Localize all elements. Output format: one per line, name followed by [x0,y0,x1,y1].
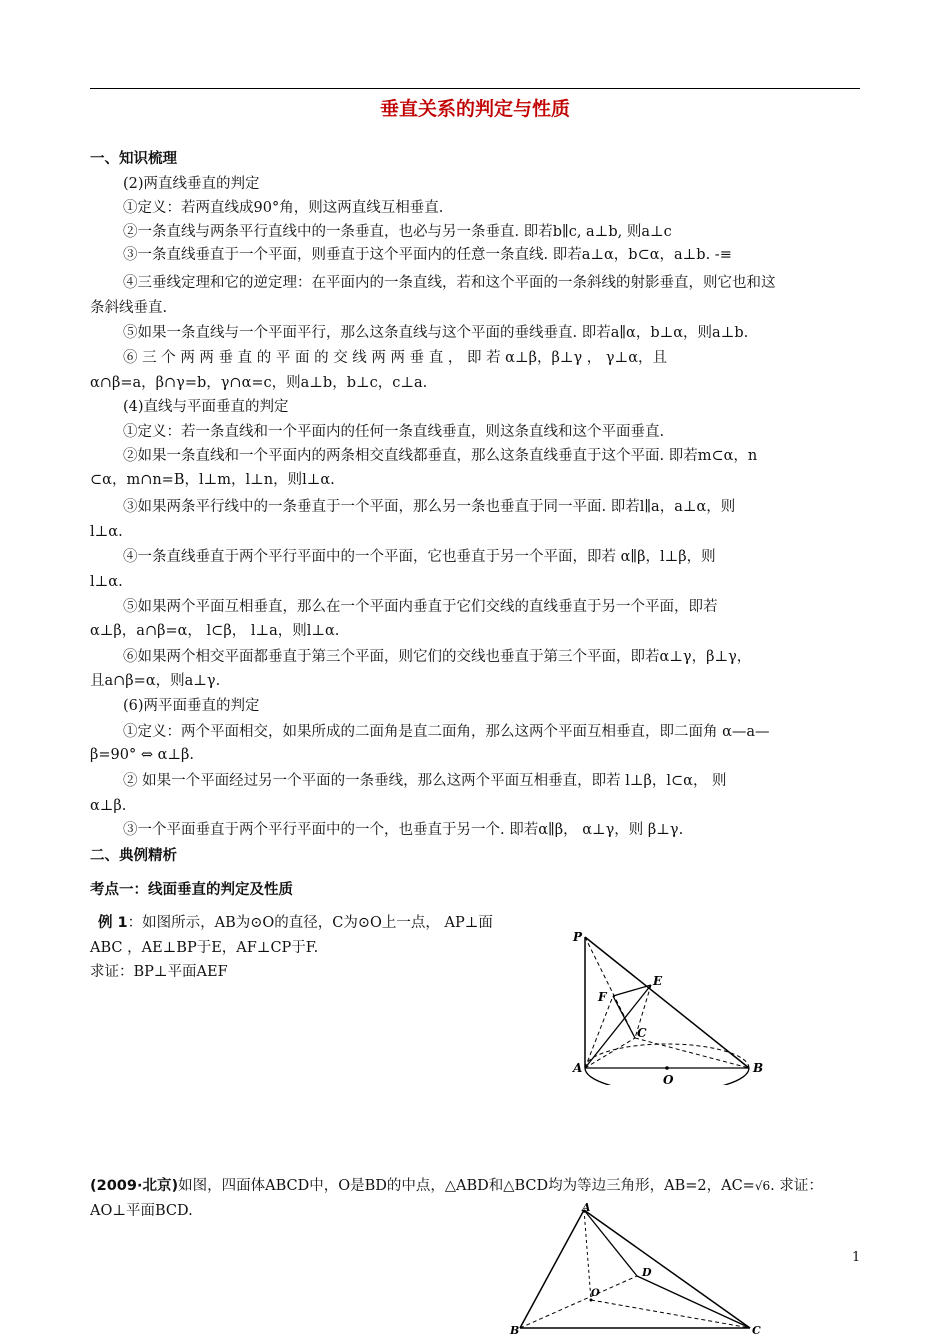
example1-line2: ABC ，AE⊥BP于E，AF⊥CP于F. [90,940,319,956]
example2-text: 如图，四面体ABCD中，O是BD的中点，△ABD和△BCD均为等边三角形，AB=2，AC= [178,1178,755,1194]
text-line: ③一条直线垂直于一个平面，则垂直于这个平面内的任意一条直线. 即若a⊥α，b⊂α，a⊥b. -≡ [123,247,732,263]
text-line: (4)直线与平面垂直的判定 [123,399,289,415]
text-line: ②一条直线与两条平行直线中的一条垂直，也必与另一条垂直. 即若b∥c, a⊥b, 则a⊥c [123,224,672,240]
figure1-label: F [598,990,607,1004]
figure1-label: E [653,974,663,988]
figure1-label: P [573,930,583,944]
text-line: (6)两平面垂直的判定 [123,698,260,714]
figure-example2 [505,1200,775,1344]
figure2-label: B [510,1324,520,1337]
page-title: 垂直关系的判定与性质 [379,98,570,120]
text-line: α⊥β，a∩β=α， l⊂β， l⊥a，则l⊥α. [90,623,340,639]
text-line: (2)两直线垂直的判定 [123,176,260,192]
text-line: ④一条直线垂直于两个平行平面中的一个平面，它也垂直于另一个平面，即若 α∥β，l⊥β，则 [123,549,716,565]
top-rule [90,88,860,89]
figure2-label: A [582,1201,591,1214]
figure1-label: B [753,1061,764,1075]
text-line: ④三垂线定理和它的逆定理：在平面内的一条直线，若和这个平面的一条斜线的射影垂直，则它也和这 [123,275,776,291]
text-line: α⊥β. [90,798,127,814]
kaodian-heading: 考点一：线面垂直的判定及性质 [90,882,293,898]
example2-tail: . 求证： [770,1178,823,1194]
example1-line1 [98,913,493,933]
figure1-label: C [637,1026,647,1040]
figure1-label: A [573,1061,583,1075]
example2-line1 [90,1176,823,1196]
example1-text: ：如图所示，AB为⊙O的直径，C为⊙O上一点， AP⊥面 [127,915,493,931]
figure2-label: D [642,1266,652,1279]
text-line: ③一个平面垂直于两个平行平面中的一个，也垂直于另一个. 即若α∥β， α⊥γ，则 β⊥γ. [123,822,684,838]
text-line: ①定义：若一条直线和一个平面内的任何一条直线垂直，则这条直线和这个平面垂直. [123,424,665,440]
figure2-label: O [591,1288,600,1299]
text-line: ⑤如果两个平面互相垂直，那么在一个平面内垂直于它们交线的直线垂直于另一个平面，即若 [123,599,718,615]
page-number: 1 [852,1250,861,1265]
example2-sqrt: √6 [754,1179,771,1193]
example2-line2: AO⊥平面BCD. [90,1203,193,1219]
figure-example1 [565,925,775,1085]
text-line: β=90° ⇔ α⊥β. [90,747,195,763]
text-line: l⊥α. [90,574,123,590]
text-line: ⑤如果一条直线与一个平面平行，那么这条直线与这个平面的垂线垂直. 即若a∥α，b⊥α，则a⊥b. [123,325,749,341]
text-line: ③如果两条平行线中的一条垂直于一个平面，那么另一条也垂直于同一平面. 即若l∥a，a⊥α，则 [123,499,736,515]
text-line: ⊂α，m∩n=B，l⊥m，l⊥n，则l⊥α. [90,472,335,488]
text-line: ⑥ 三 个 两 两 垂 直 的 平 面 的 交 线 两 两 垂 直 ， 即 若 α⊥β，β⊥γ ， γ⊥α，且 [123,350,667,366]
section-heading-examples: 二、典例精析 [90,848,177,864]
text-line: 且a∩β=α，则a⊥γ. [90,673,221,689]
text-line: α∩β=a，β∩γ=b，γ∩α=c，则a⊥b，b⊥c，c⊥a. [90,375,428,391]
text-line: ⑥如果两个相交平面都垂直于第三个平面，则它们的交线也垂直于第三个平面，即若α⊥γ，β⊥γ， [123,649,752,665]
example2-source: (2009·北京) [90,1178,179,1194]
example1-line3: 求证：BP⊥平面AEF [90,964,228,980]
example1-label: 例 1 [98,915,128,931]
text-line: l⊥α. [90,524,123,540]
text-line: ①定义：若两直线成90°角，则这两直线互相垂直. [123,200,444,216]
text-line: ② 如果一个平面经过另一个平面的一条垂线，那么这两个平面互相垂直，即若 l⊥β，l⊂α， 则 [123,773,727,789]
figure1-label: O [663,1073,674,1085]
text-line: ②如果一条直线和一个平面内的两条相交直线都垂直，那么这条直线垂直于这个平面. 即若m⊂α，n [123,448,758,464]
section-heading-knowledge: 一、知识梳理 [90,151,177,167]
text-line: 条斜线垂直. [90,300,168,316]
text-line: ①定义：两个平面相交，如果所成的二面角是直二面角，那么这两个平面互相垂直，即二面角 α—a— [123,724,770,740]
figure2-label: C [752,1324,761,1337]
